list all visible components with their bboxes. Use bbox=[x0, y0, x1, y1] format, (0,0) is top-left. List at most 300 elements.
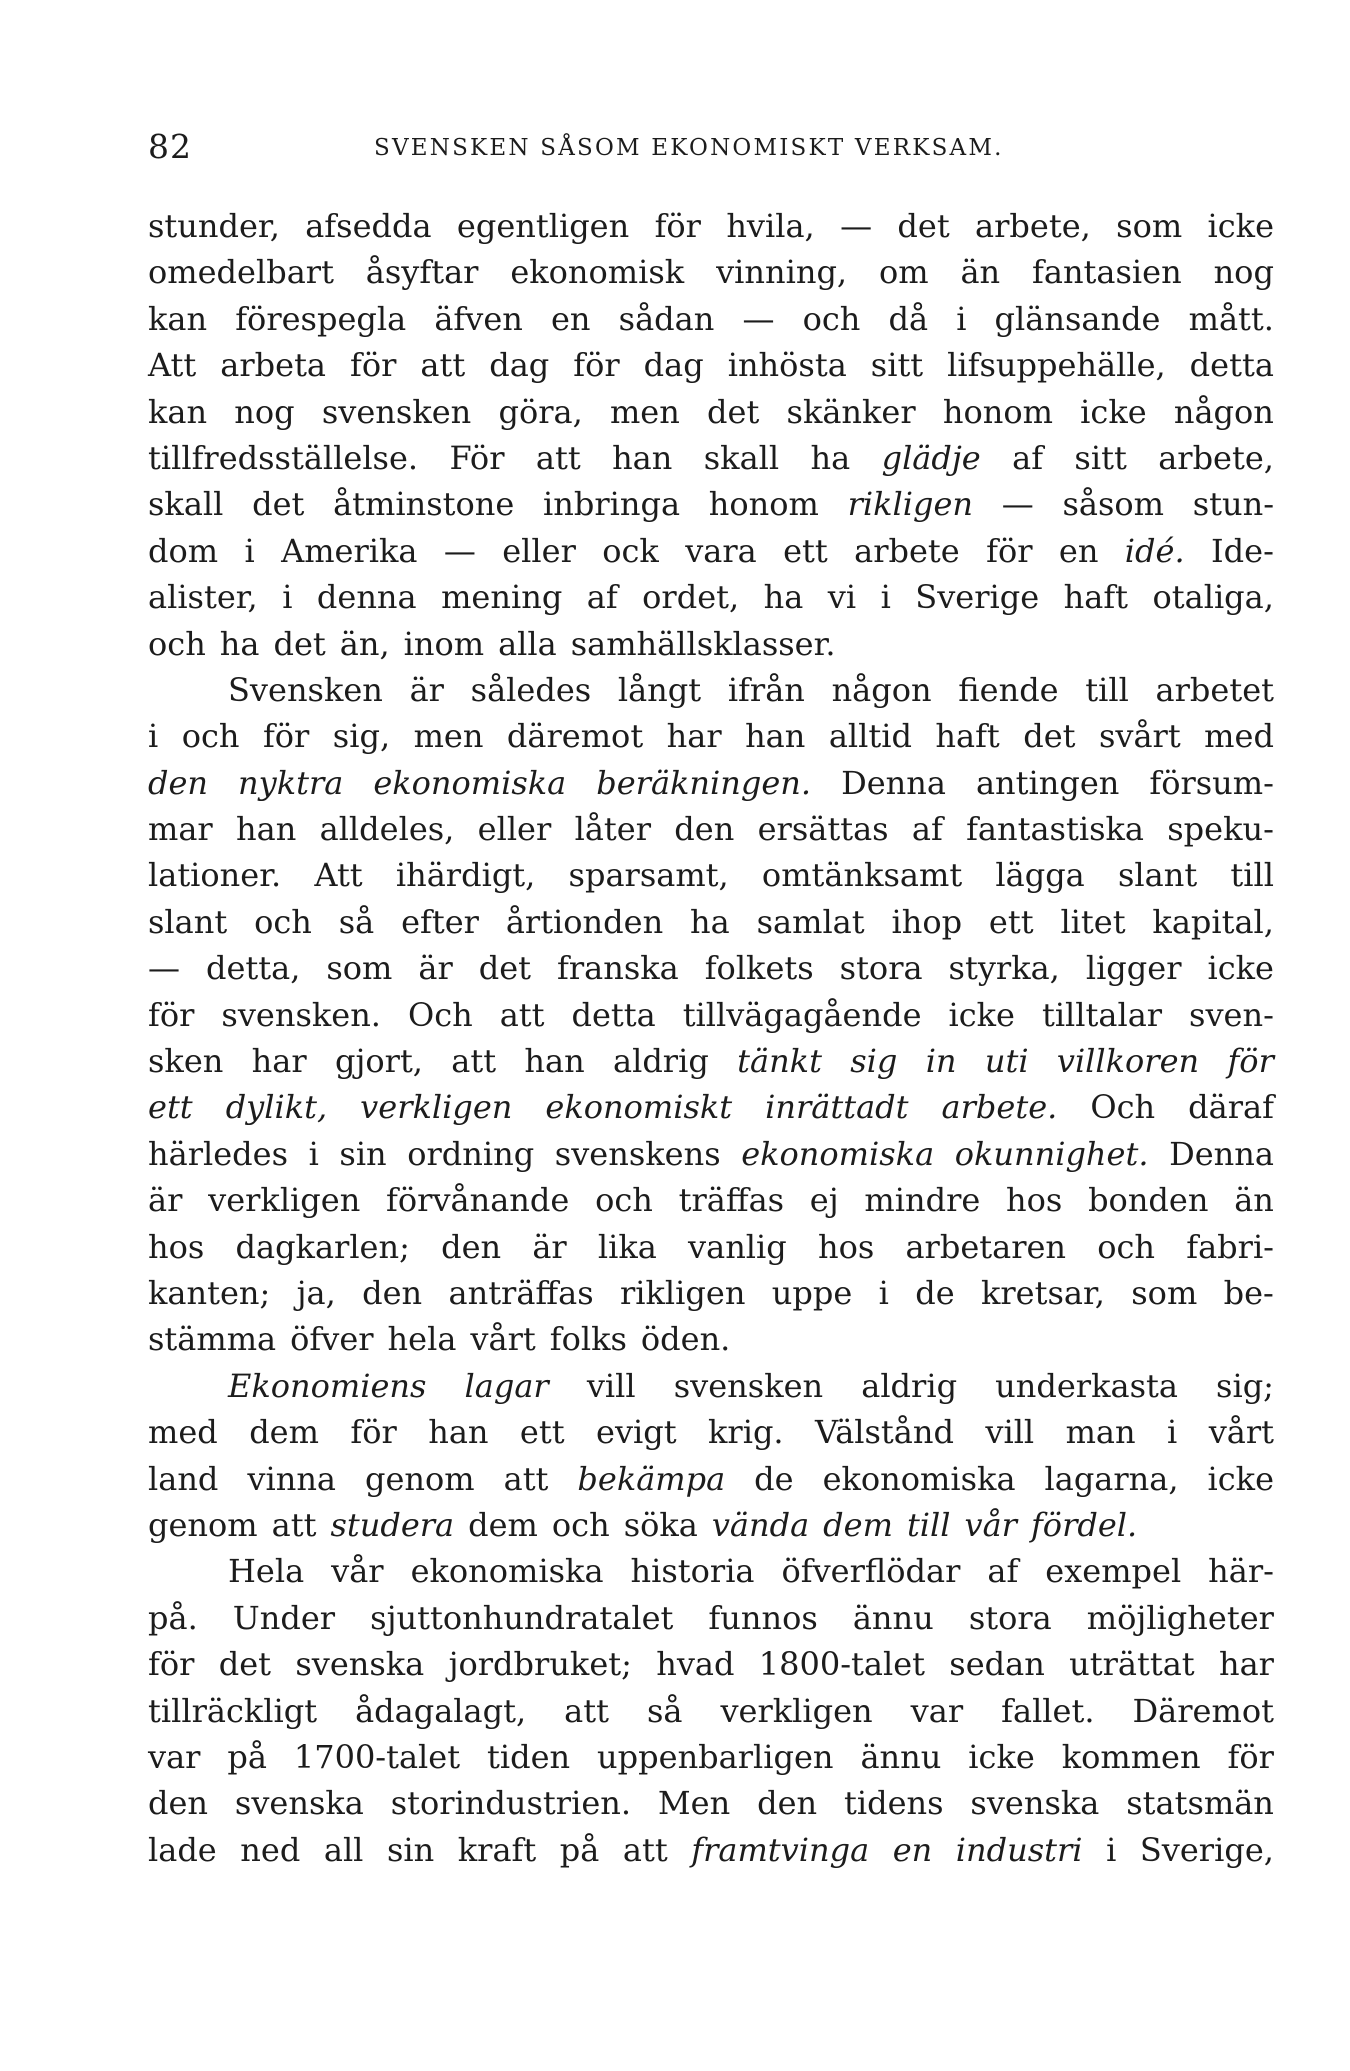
word: i bbox=[878, 1273, 889, 1312]
word: det bbox=[218, 1645, 271, 1684]
text-line bbox=[148, 1177, 1274, 1223]
word: kapital, bbox=[1152, 902, 1274, 941]
word: Denna bbox=[1169, 1134, 1274, 1173]
word: arbetaren bbox=[905, 1227, 1067, 1266]
word: svenska bbox=[970, 1784, 1100, 1823]
italic-word: inrättadt bbox=[765, 1088, 909, 1127]
word: — bbox=[840, 207, 873, 245]
italic-word: fördel. bbox=[1030, 1505, 1138, 1544]
word: svensken. bbox=[221, 995, 381, 1034]
word: som bbox=[326, 949, 393, 988]
word: omtänksamt bbox=[761, 856, 963, 895]
word: en bbox=[550, 299, 591, 338]
italic-word: ett bbox=[148, 1088, 193, 1127]
word: gjort, bbox=[334, 1042, 423, 1081]
text-line bbox=[148, 296, 1274, 342]
italic-word: till bbox=[906, 1505, 951, 1544]
word: lationer. bbox=[148, 856, 282, 895]
word: hos bbox=[1006, 1181, 1063, 1220]
word: aldrig bbox=[861, 1366, 958, 1405]
word: öden. bbox=[640, 1320, 731, 1359]
word: ännu bbox=[860, 1737, 942, 1776]
word: som bbox=[1131, 1273, 1198, 1312]
word: i bbox=[148, 717, 159, 756]
word: Denna bbox=[841, 763, 946, 802]
word: någon bbox=[1173, 392, 1274, 431]
word: på bbox=[227, 1737, 267, 1776]
word: — bbox=[1001, 485, 1034, 524]
italic-word: industri bbox=[955, 1830, 1083, 1869]
text-line bbox=[148, 1363, 1274, 1409]
word: uppenbarligen bbox=[597, 1737, 834, 1776]
word: dagkarlen; bbox=[235, 1227, 410, 1266]
word: vi bbox=[827, 578, 857, 617]
text-line bbox=[148, 528, 1274, 574]
word: än bbox=[960, 253, 1001, 292]
word: hvad bbox=[656, 1645, 735, 1684]
word: söka bbox=[623, 1505, 698, 1544]
word: en bbox=[1058, 531, 1099, 570]
text-line bbox=[148, 621, 1274, 667]
word: ha bbox=[219, 624, 260, 663]
word: honom bbox=[708, 485, 819, 524]
word: ekonomiska bbox=[822, 1459, 1016, 1498]
italic-word: villkoren bbox=[1056, 1042, 1200, 1081]
word: ock bbox=[602, 531, 659, 570]
word: uppe bbox=[771, 1273, 853, 1312]
word: ha bbox=[763, 578, 804, 617]
word: Sverige bbox=[915, 578, 1040, 617]
word: möjligheter bbox=[1086, 1598, 1274, 1637]
word: nog bbox=[1213, 253, 1274, 292]
running-head bbox=[148, 123, 1274, 169]
word: af bbox=[586, 578, 618, 617]
word: dem bbox=[468, 1505, 538, 1544]
word: Välstånd bbox=[815, 1413, 954, 1452]
word: i bbox=[308, 1134, 319, 1173]
word: stora bbox=[839, 949, 923, 988]
word: och bbox=[1097, 1227, 1156, 1266]
word: att bbox=[451, 1042, 497, 1081]
word: Men bbox=[657, 1784, 731, 1823]
text-line bbox=[148, 435, 1274, 481]
word: icke bbox=[948, 995, 1015, 1034]
word: slant bbox=[1117, 856, 1198, 895]
word: vill bbox=[586, 1366, 636, 1405]
italic-word: den bbox=[148, 763, 209, 802]
text-line bbox=[148, 713, 1274, 759]
text-line bbox=[148, 945, 1274, 991]
word: för bbox=[350, 346, 397, 385]
word: men bbox=[609, 392, 680, 431]
word: stämma bbox=[148, 1320, 277, 1359]
word: be- bbox=[1223, 1273, 1274, 1312]
word: fantastiska bbox=[966, 810, 1144, 849]
word: hvila, bbox=[726, 207, 815, 245]
word: stun- bbox=[1192, 485, 1274, 524]
word: lagarna, bbox=[1044, 1459, 1179, 1498]
word: arbete, bbox=[975, 207, 1091, 245]
word: man bbox=[1065, 1413, 1136, 1452]
word: sitt bbox=[870, 346, 924, 385]
word: öfver bbox=[290, 1320, 374, 1359]
word: lade bbox=[148, 1830, 217, 1869]
italic-word: dem bbox=[823, 1505, 893, 1544]
word: glänsande bbox=[994, 299, 1161, 338]
word: och bbox=[148, 624, 206, 663]
word: vår bbox=[331, 1552, 384, 1591]
word: ett bbox=[988, 902, 1034, 941]
word: anträffas bbox=[448, 1273, 594, 1312]
word: den bbox=[674, 810, 735, 849]
italic-word: verkligen bbox=[360, 1088, 513, 1127]
word: svenska bbox=[295, 1645, 425, 1684]
word: har bbox=[666, 717, 722, 756]
word: slant bbox=[148, 902, 228, 941]
word: men bbox=[413, 717, 484, 756]
word: träffas bbox=[678, 1181, 785, 1220]
text-line bbox=[148, 203, 1274, 249]
word: arbeta bbox=[220, 346, 326, 385]
word: med bbox=[1204, 717, 1274, 756]
word: verkligen bbox=[208, 1181, 361, 1220]
word: statsmän bbox=[1126, 1784, 1274, 1823]
word: Ide- bbox=[1211, 531, 1274, 570]
word: antingen bbox=[975, 763, 1120, 802]
italic-word: beräkningen. bbox=[596, 763, 812, 802]
word: denna bbox=[316, 578, 417, 617]
italic-word: bekämpa bbox=[577, 1459, 726, 1498]
word: svårt bbox=[1098, 717, 1181, 756]
text-line bbox=[148, 1224, 1274, 1270]
italic-word: studera bbox=[330, 1505, 455, 1544]
word: på. bbox=[148, 1598, 198, 1637]
text-line bbox=[148, 1084, 1274, 1130]
word: svensken bbox=[673, 1366, 824, 1405]
word: ha bbox=[810, 438, 851, 477]
word: på bbox=[559, 1830, 600, 1869]
word: i bbox=[956, 299, 967, 338]
word: egentligen bbox=[456, 207, 630, 245]
word: tillvägagående bbox=[682, 995, 922, 1034]
word: Svensken bbox=[228, 670, 383, 709]
word: dag bbox=[489, 346, 550, 385]
word: kommen bbox=[1061, 1737, 1201, 1776]
word: rikligen bbox=[620, 1273, 746, 1312]
word: honom bbox=[942, 392, 1053, 431]
italic-word: ekonomiskt bbox=[545, 1088, 733, 1127]
word: ekonomiska bbox=[410, 1552, 604, 1591]
word: — bbox=[742, 299, 775, 338]
word: jordbruket; bbox=[448, 1645, 632, 1684]
word: låter bbox=[574, 810, 651, 849]
word: till bbox=[1230, 856, 1274, 895]
word: vinna bbox=[247, 1459, 336, 1498]
italic-word: vår bbox=[964, 1505, 1017, 1544]
word: vinning, bbox=[716, 253, 848, 292]
text-line bbox=[148, 1595, 1274, 1641]
word: ett bbox=[519, 1413, 565, 1452]
word: någon bbox=[831, 670, 932, 709]
word: härledes bbox=[148, 1134, 288, 1173]
word: med bbox=[148, 1413, 218, 1452]
word: för bbox=[262, 717, 310, 756]
word: han bbox=[236, 810, 297, 849]
word: folks bbox=[549, 1320, 627, 1359]
word: ej bbox=[809, 1181, 839, 1220]
word: franska bbox=[557, 949, 679, 988]
word: 1800-talet bbox=[758, 1645, 925, 1684]
page-number: 82 bbox=[148, 127, 192, 166]
word: verkligen bbox=[720, 1691, 873, 1730]
word: för bbox=[148, 995, 195, 1034]
word: ersättas bbox=[757, 810, 889, 849]
word: och bbox=[181, 717, 240, 756]
italic-word: lagar bbox=[464, 1366, 549, 1405]
word: otaliga, bbox=[1152, 578, 1274, 617]
word: var bbox=[910, 1691, 964, 1730]
word: dom bbox=[148, 531, 219, 570]
word: vara bbox=[685, 531, 757, 570]
word: vanlig bbox=[688, 1227, 787, 1266]
word: svenskens bbox=[554, 1134, 721, 1173]
word: tilltalar bbox=[1041, 995, 1163, 1034]
italic-word: sig bbox=[850, 1042, 898, 1081]
word: kan bbox=[148, 299, 208, 338]
word: mar bbox=[148, 810, 213, 849]
word: arbetet bbox=[1155, 670, 1274, 709]
word: mått. bbox=[1188, 299, 1274, 338]
word: fiende bbox=[958, 670, 1059, 709]
word: än, bbox=[339, 624, 390, 663]
italic-word: för bbox=[1227, 1042, 1274, 1081]
word: är bbox=[532, 1227, 567, 1266]
italic-word: rikligen bbox=[847, 485, 973, 524]
word: genom bbox=[148, 1505, 258, 1544]
text-line bbox=[148, 1780, 1274, 1826]
text-line bbox=[148, 389, 1274, 435]
word: fallet. bbox=[1001, 1691, 1095, 1730]
word: han bbox=[745, 717, 806, 756]
word: om bbox=[878, 253, 929, 292]
word: ha bbox=[690, 902, 730, 941]
word: haft bbox=[935, 717, 1000, 756]
italic-word: uti bbox=[984, 1042, 1029, 1081]
italic-word: Ekonomiens bbox=[228, 1366, 427, 1405]
word: alister, bbox=[148, 578, 258, 617]
word: detta bbox=[1189, 346, 1274, 385]
word: det bbox=[478, 949, 532, 988]
word: mindre bbox=[864, 1181, 981, 1220]
word: ännu bbox=[852, 1598, 934, 1637]
word: är bbox=[418, 949, 453, 988]
word: ja, bbox=[296, 1273, 336, 1312]
word: tiden bbox=[487, 1737, 571, 1776]
word: haft bbox=[1063, 578, 1129, 617]
italic-word: in bbox=[925, 1042, 957, 1081]
word: uträttat bbox=[1069, 1645, 1195, 1684]
text-line bbox=[148, 760, 1274, 806]
word: har bbox=[251, 1042, 307, 1081]
word: eller bbox=[502, 531, 576, 570]
text-line bbox=[148, 1456, 1274, 1502]
word: stora bbox=[968, 1598, 1052, 1637]
word: sig, bbox=[332, 717, 391, 756]
body-text bbox=[148, 203, 1274, 1873]
italic-word: vända bbox=[711, 1505, 810, 1544]
word: 1700-talet bbox=[293, 1737, 461, 1776]
word: i bbox=[244, 531, 255, 570]
word: alltid bbox=[828, 717, 912, 756]
word: lika bbox=[597, 1227, 657, 1266]
word: nog bbox=[234, 392, 295, 431]
word: sken bbox=[148, 1042, 224, 1081]
word: än bbox=[1234, 1181, 1274, 1220]
word: af bbox=[1012, 438, 1044, 477]
word: vårt bbox=[1208, 1413, 1274, 1452]
word: all bbox=[323, 1830, 364, 1869]
word: öfverflödar bbox=[781, 1552, 961, 1591]
word: ned bbox=[240, 1830, 301, 1869]
word: den bbox=[148, 1784, 209, 1823]
word: det bbox=[1023, 717, 1076, 756]
word: icke bbox=[1207, 1459, 1274, 1498]
italic-word: okunnighet. bbox=[954, 1134, 1149, 1173]
text-line bbox=[148, 852, 1274, 898]
word: kan bbox=[148, 392, 208, 431]
italic-word: ekonomiska bbox=[373, 763, 567, 802]
word: åsyftar bbox=[365, 253, 479, 292]
text-line bbox=[148, 992, 1274, 1038]
word: efter bbox=[401, 902, 479, 941]
word: samlat bbox=[756, 902, 865, 941]
word: förespegla bbox=[235, 299, 407, 338]
word: storindustrien. bbox=[390, 1784, 632, 1823]
word: vill bbox=[985, 1413, 1035, 1452]
text-line bbox=[148, 806, 1274, 852]
word: Att bbox=[314, 856, 363, 895]
word: inbringa bbox=[543, 485, 681, 524]
word: att bbox=[622, 1830, 668, 1869]
word: tidens bbox=[844, 1784, 944, 1823]
italic-word: arbete. bbox=[941, 1088, 1058, 1127]
word: icke bbox=[968, 1737, 1035, 1776]
word: lägga bbox=[995, 856, 1085, 895]
word: den bbox=[362, 1273, 423, 1312]
word: för bbox=[148, 1645, 195, 1684]
word: den bbox=[757, 1784, 818, 1823]
word: det bbox=[273, 624, 326, 663]
word: sin bbox=[386, 1830, 435, 1869]
word: exempel bbox=[1045, 1552, 1182, 1591]
word: Och bbox=[407, 995, 473, 1034]
word: och bbox=[802, 299, 861, 338]
text-line bbox=[148, 1409, 1274, 1455]
word: skall bbox=[148, 485, 224, 524]
word: däremot bbox=[506, 717, 644, 756]
word: i bbox=[282, 578, 293, 617]
word: hos bbox=[817, 1227, 875, 1266]
word: i bbox=[880, 578, 891, 617]
word: för bbox=[654, 207, 701, 245]
word: dem bbox=[249, 1413, 319, 1452]
word: de bbox=[915, 1273, 955, 1312]
word: skall bbox=[703, 438, 780, 477]
word: hos bbox=[148, 1227, 205, 1266]
word: han bbox=[524, 1042, 585, 1081]
word: för bbox=[573, 346, 620, 385]
text-line bbox=[148, 667, 1274, 713]
word: han bbox=[612, 438, 673, 477]
text-line bbox=[148, 1502, 1274, 1548]
word: sådan bbox=[618, 299, 715, 338]
word: genom bbox=[364, 1459, 475, 1498]
text-line bbox=[148, 899, 1274, 945]
word: aldrig bbox=[613, 1042, 709, 1081]
text-line bbox=[148, 249, 1274, 295]
text-line bbox=[148, 481, 1274, 527]
word: sedan bbox=[949, 1645, 1045, 1684]
word: krig. bbox=[708, 1413, 784, 1452]
word: icke bbox=[1207, 949, 1274, 988]
word: så bbox=[646, 1691, 683, 1730]
word: styrka, bbox=[948, 949, 1060, 988]
word: Däremot bbox=[1132, 1691, 1274, 1730]
word: att bbox=[564, 1691, 609, 1730]
word: här- bbox=[1208, 1552, 1274, 1591]
word: de bbox=[754, 1459, 794, 1498]
word: speku- bbox=[1167, 810, 1274, 849]
word: funnos bbox=[708, 1598, 818, 1637]
word: ekonomisk bbox=[510, 253, 685, 292]
word: bonden bbox=[1088, 1181, 1209, 1220]
word: i bbox=[1106, 1830, 1117, 1869]
word: i bbox=[1167, 1413, 1178, 1452]
italic-word: glädje bbox=[881, 438, 981, 477]
text-line bbox=[148, 1688, 1274, 1734]
text-line bbox=[148, 1827, 1274, 1873]
word: Hela bbox=[228, 1552, 305, 1591]
word: svenska bbox=[234, 1784, 364, 1823]
word: att bbox=[535, 438, 581, 477]
word: har bbox=[1218, 1645, 1274, 1684]
italic-word: framtvinga bbox=[691, 1830, 870, 1869]
text-line bbox=[148, 1270, 1274, 1316]
word: folkets bbox=[704, 949, 814, 988]
word: litet bbox=[1060, 902, 1126, 941]
running-title: SVENSKEN SÅSOM EKONOMISKT VERKSAM. bbox=[374, 135, 1004, 161]
word: sitt bbox=[1074, 438, 1127, 477]
word: inhösta bbox=[727, 346, 847, 385]
word: sin bbox=[339, 1134, 387, 1173]
word: alldeles, bbox=[319, 810, 455, 849]
italic-word: tänkt bbox=[737, 1042, 822, 1081]
word: äfven bbox=[434, 299, 523, 338]
word: åtminstone bbox=[333, 485, 515, 524]
text-line bbox=[148, 1131, 1274, 1177]
word: sjuttonhundratalet bbox=[370, 1598, 674, 1637]
word: var bbox=[148, 1737, 201, 1776]
word: kraft bbox=[457, 1830, 537, 1869]
word: — bbox=[148, 949, 180, 988]
word: att bbox=[499, 995, 545, 1034]
word: den bbox=[441, 1227, 502, 1266]
word: dag bbox=[643, 346, 704, 385]
word: Sverige, bbox=[1139, 1830, 1274, 1869]
word: icke bbox=[1207, 207, 1274, 245]
word: vårt bbox=[470, 1320, 536, 1359]
text-line bbox=[148, 574, 1274, 620]
